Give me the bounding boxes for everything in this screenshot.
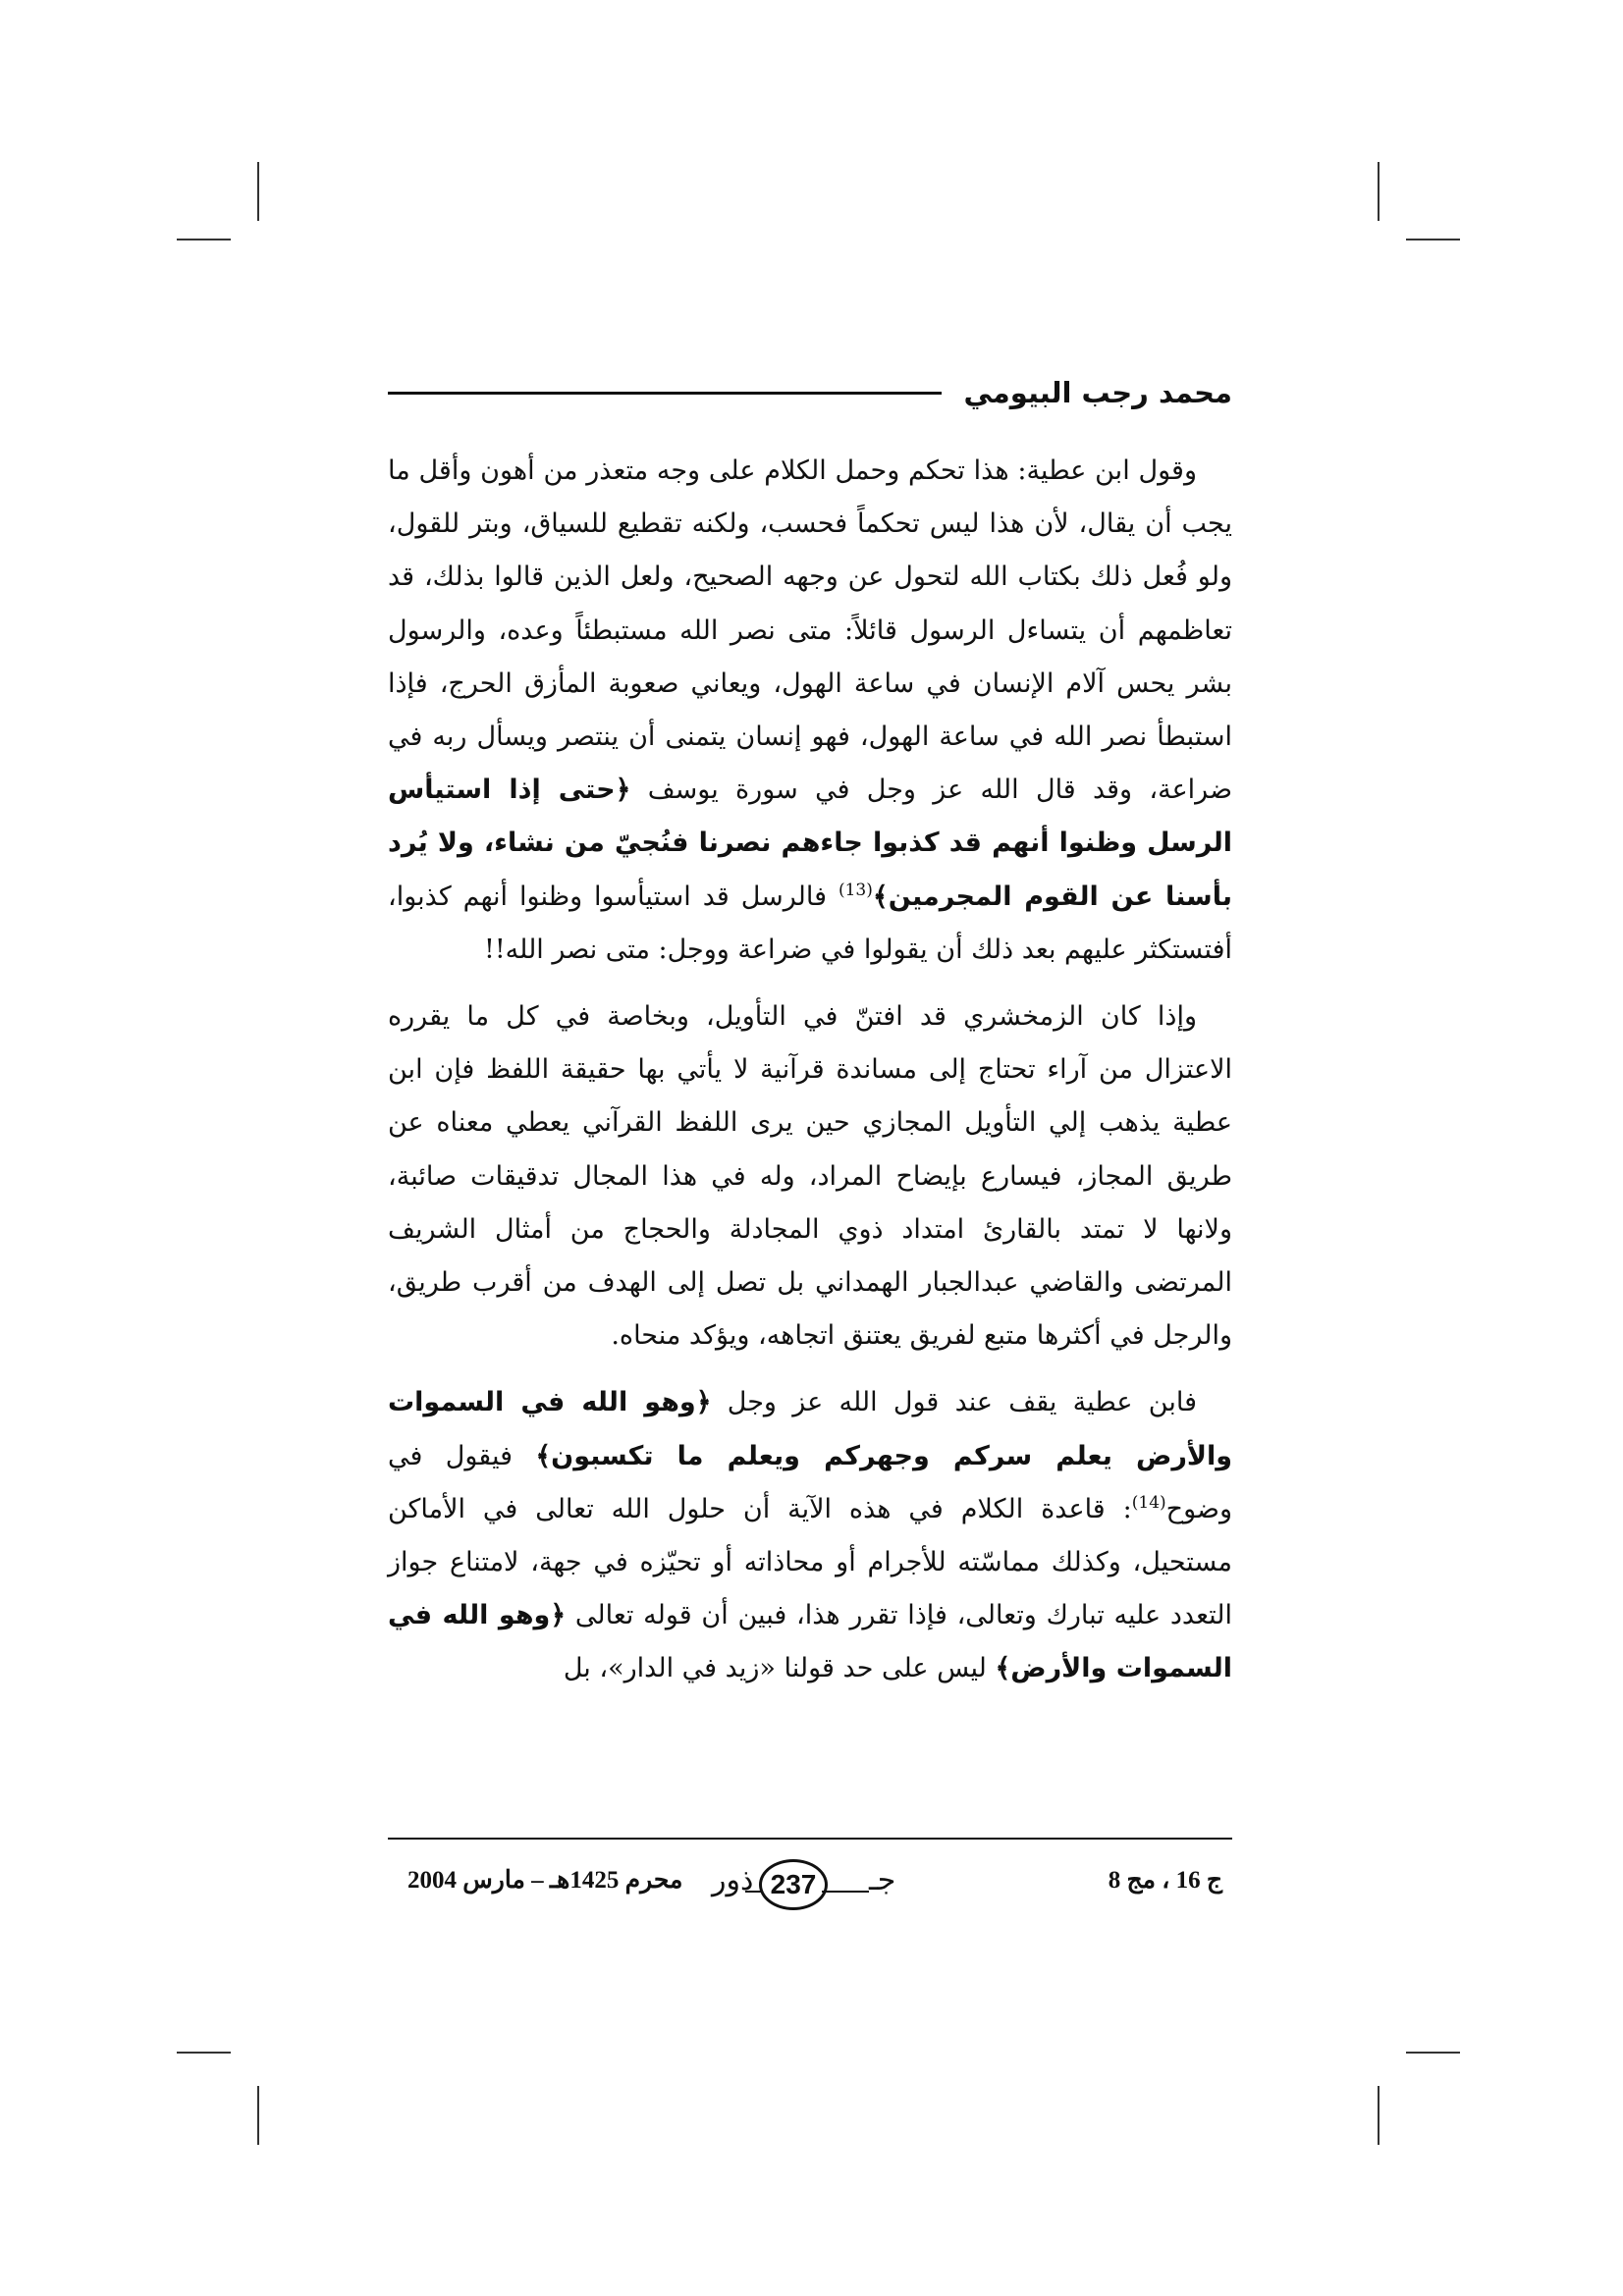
crop-mark: [257, 2086, 259, 2145]
header-author: محمد رجب البيومي: [963, 376, 1232, 409]
article-body: [388, 445, 1232, 1710]
issue-number: ج 16 ، مج 8: [1108, 1867, 1222, 1894]
paragraph-text: وإذا كان الزمخشري قد افتنّ في التأويل، وبخاصة في كل ما يقرره الاعتزال من آراء تحتاج إلى مساندة قرآنية لا يأتي بها حقيقة اللفظ فإن ابن عطية يذهب إلي التأويل المجازي حين يرى اللفظ القرآني يعطي معناه عن طريق المجاز، فيسارع بإيضاح المراد، وله في هذا المجال تدقيقات صائبة، ولانها لا تمتد بالقارئ امتداد ذوي المجادلة والحجاج من أمثال الشريف المرتضى والقاضي عبدالجبار الهمداني بل تصل إلى الهدف من أقرب طريق، والرجل في أكثرها متبع لفريق يعتنق اتجاهه، ويؤكد منحاه.: [388, 1001, 1232, 1352]
paragraph: [388, 445, 1232, 977]
quran-quote: ﴿وهو الله في السموات والأرض يعلم سركم وجهركم ويعلم ما تكسبون﴾: [388, 1387, 1232, 1471]
journal-logo: [712, 1855, 928, 1914]
page-number-badge: [759, 1859, 828, 1910]
page-footer: [388, 1855, 1232, 1914]
footnote-ref: (14): [1131, 1492, 1166, 1513]
crop-mark: [1406, 2052, 1460, 2054]
crop-mark: [177, 2052, 231, 2054]
crop-mark: [1406, 239, 1460, 240]
paragraph-text: : قاعدة الكلام في هذه الآية أن حلول الله تعالى في الأماكن مستحيل، وكذلك مماسّته للأجرام أو محاذاته أو تحيّزه في جهة، لامتناع جواز التعدد عليه تبارك وتعالى، فإذا تقرر هذا، فبين أن قوله تعالى: [388, 1493, 1233, 1631]
quran-quote: ﴿وهو الله في السموات والأرض﴾: [388, 1600, 1232, 1684]
paragraph: [388, 990, 1232, 1362]
footnote-ref: (13): [838, 880, 873, 900]
paragraph-text: فيقول في وضوح: [388, 1440, 1232, 1524]
journal-letter: جـ: [869, 1863, 896, 1897]
paragraph: [388, 1376, 1232, 1695]
crop-mark: [257, 162, 259, 221]
crop-mark: [1378, 162, 1380, 221]
book-page: [388, 368, 1232, 1899]
footer-rule: [388, 1838, 1232, 1840]
page-number: 237: [770, 1869, 817, 1899]
journal-suffix: ذور: [712, 1863, 754, 1897]
running-header: [388, 368, 1232, 417]
issue-date: محرم 1425هـ – مارس 2004: [407, 1867, 683, 1894]
paragraph-text: فالرسل قد استيأسوا وظنوا أنهم كذبوا، أفتستكثر عليهم بعد ذلك أن يقولوا في ضراعة ووجل: متى نصر الله!!: [388, 881, 1232, 965]
logo-stroke: [822, 1891, 869, 1893]
crop-mark: [177, 239, 231, 240]
paragraph-text: فابن عطية يقف عند قول الله عز وجل: [711, 1387, 1197, 1418]
paragraph-text: ليس على حد قولنا «زيد في الدار»، بل: [563, 1653, 996, 1684]
paragraph-text: وقول ابن عطية: هذا تحكم وحمل الكلام على وجه متعذر من أهون وأقل ما يجب أن يقال، لأن هذا ليس تحكماً فحسب، ولكنه تقطيع للسياق، وبتر للقول، ولو فُعل ذلك بكتاب الله لتحول عن وجهه الصحيح، ولعل الذين قالوا بذلك، قد تعاظمهم أن يتساءل الرسول قائلاً: متى نصر الله مستبطئاً وعده، والرسول بشر يحس آلام الإنسان في ساعة الهول، ويعاني صعوبة المأزق الحرج، فإذا استبطأ نصر الله في ساعة الهول، فهو إنسان يتمنى أن ينتصر ويسأل ربه في ضراعة، وقد قال الله عز وجل في سورة يوسف: [388, 455, 1233, 806]
crop-mark: [1378, 2086, 1380, 2145]
header-rule: [388, 392, 942, 395]
quran-quote: ﴿حتى إذا استيأس الرسل وظنوا أنهم قد كذبوا جاءهم نصرنا فنُجيّ من نشاء، ولا يُرد بأسنا عن القوم المجرمين﴾: [388, 774, 1233, 912]
